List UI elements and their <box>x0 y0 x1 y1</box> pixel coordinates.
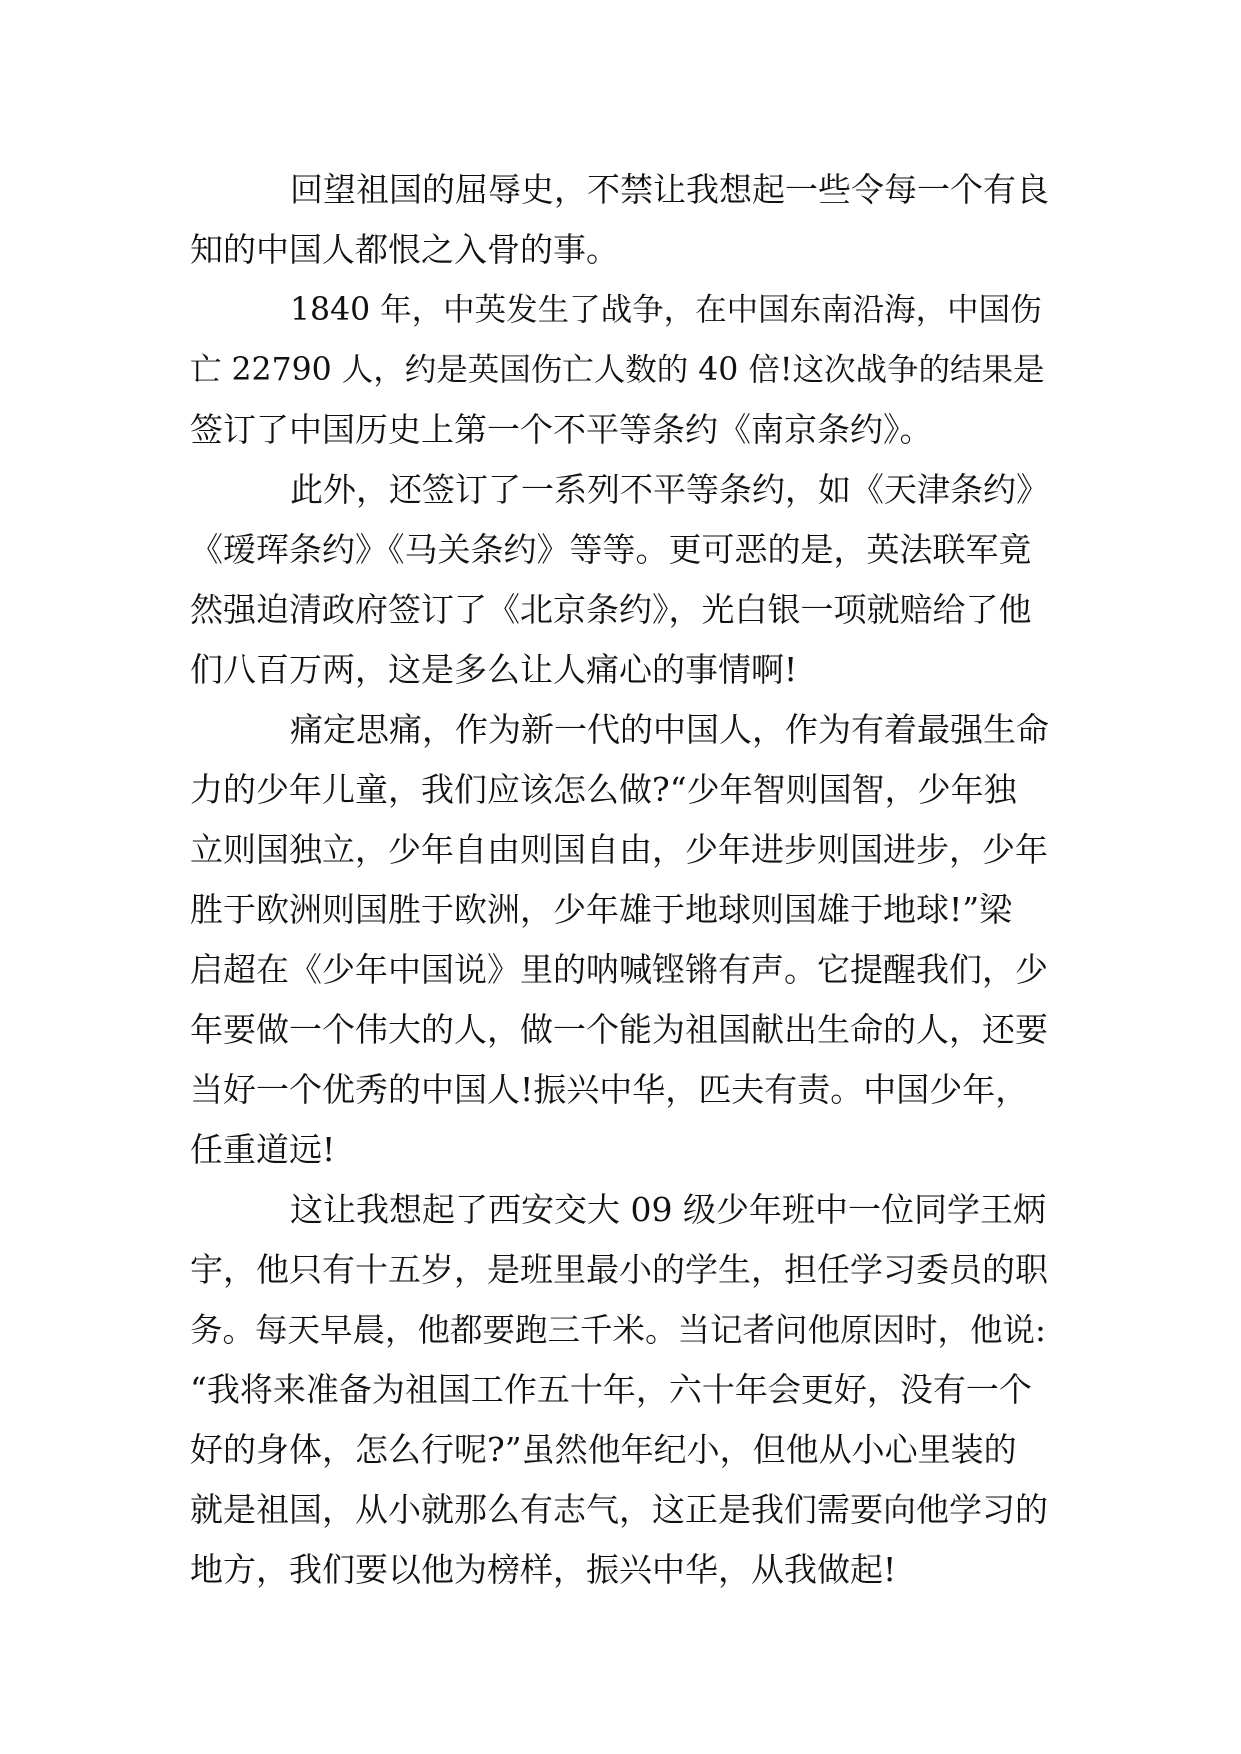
text-line: 知的中国人都恨之入骨的事。 <box>190 230 619 269</box>
text-line: 就是祖国，从小就那么有志气，这正是我们需要向他学习的 <box>190 1490 1048 1529</box>
text-line: 这让我想起了西安交大 09 级少年班中一位同学王炳 <box>290 1190 1046 1229</box>
essay-body <box>190 160 1050 1600</box>
text-line: 痛定思痛，作为新一代的中国人，作为有着最强生命 <box>290 710 1049 749</box>
text-line: 立则国独立，少年自由则国自由，少年进步则国进步，少年 <box>190 830 1048 869</box>
text-line: 《瑷珲条约》《马关条约》等等。更可恶的是，英法联军竟 <box>190 530 1032 569</box>
text-line: 当好一个优秀的中国人!振兴中华，匹夫有责。中国少年， <box>190 1070 1029 1109</box>
text-line: 力的少年儿童，我们应该怎么做?“少年智则国智，少年独 <box>190 770 1017 809</box>
text-line: 1840 年，中英发生了战争，在中国东南沿海，中国伤 <box>290 292 1042 328</box>
text-line: 们八百万两，这是多么让人痛心的事情啊! <box>190 650 798 689</box>
text-line: 年要做一个伟大的人，做一个能为祖国献出生命的人，还要 <box>190 1010 1048 1049</box>
text-line: 务。每天早晨，他都要跑三千米。当记者问他原因时，他说: <box>190 1311 1046 1349</box>
text-line: 地方，我们要以他为榜样，振兴中华，从我做起! <box>190 1550 897 1589</box>
text-line: 此外，还签订了一系列不平等条约，如《天津条约》 <box>290 470 1049 509</box>
text-line: 然强迫清政府签订了《北京条约》，光白银一项就赔给了他 <box>190 590 1032 629</box>
text-line: 签订了中国历史上第一个不平等条约《南京条约》。 <box>190 410 933 449</box>
text-line: 启超在《少年中国说》里的呐喊铿锵有声。它提醒我们，少 <box>190 950 1048 989</box>
text-line: 胜于欧洲则国胜于欧洲，少年雄于地球则国雄于地球!”梁 <box>190 890 1013 929</box>
text-line: 宇，他只有十五岁，是班里最小的学生，担任学习委员的职 <box>190 1250 1048 1289</box>
text-line: 亡 22790 人，约是英国伤亡人数的 40 倍!这次战争的结果是 <box>190 352 1045 388</box>
text-line: 回望祖国的屈辱史，不禁让我想起一些令每一个有良 <box>290 170 1049 209</box>
text-line: 任重道远! <box>190 1130 336 1169</box>
text-line: “我将来准备为祖国工作五十年，六十年会更好，没有一个 <box>190 1370 1032 1409</box>
text-line: 好的身体，怎么行呢?”虽然他年纪小，但他从小心里装的 <box>190 1430 1017 1469</box>
